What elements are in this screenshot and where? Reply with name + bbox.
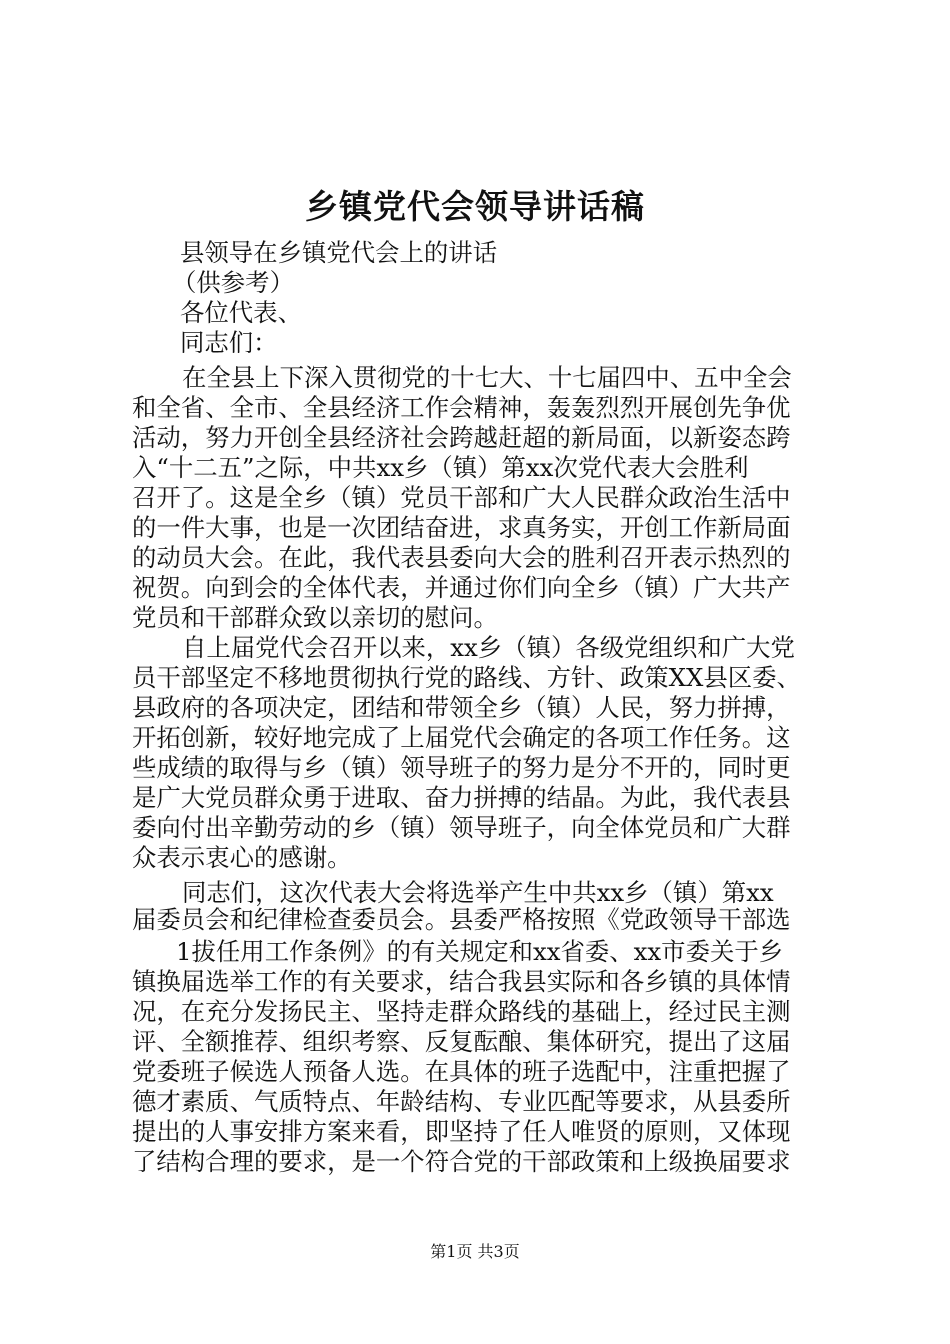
text-line: 委向付出辛勤劳动的乡（镇）领导班子，向全体党员和广大群: [132, 813, 791, 842]
document-title: 乡镇党代会领导讲话稿: [305, 187, 645, 226]
text-line: 党员和干部群众致以亲切的慰问。: [132, 603, 498, 632]
text-line: 德才素质、气质特点、年龄结构、专业匹配等要求，从县委所: [132, 1087, 791, 1116]
text-line: （供参考）: [172, 268, 294, 297]
text-line: 些成绩的取得与乡（镇）领导班子的努力是分不开的，同时更: [132, 753, 791, 782]
text-line: 县领导在乡镇党代会上的讲话: [180, 238, 498, 267]
text-line: 众表示衷心的感谢。: [132, 843, 352, 872]
text-line: 提出的人事安排方案来看，即坚持了任人唯贤的原则，又体现: [132, 1117, 791, 1146]
text-line: 员干部坚定不移地贯彻执行党的路线、方针、政策XX县区委、: [132, 663, 801, 692]
text-line: 在全县上下深入贯彻党的十七大、十七届四中、五中全会: [182, 363, 792, 392]
text-line: 各位代表、: [180, 298, 302, 327]
text-line: 评、全额推荐、组织考察、反复酝酿、集体研究，提出了这届: [132, 1027, 791, 1056]
text-line: 自上届党代会召开以来，xx乡（镇）各级党组织和广大党: [182, 633, 795, 662]
text-line: 同志们：: [180, 328, 278, 357]
text-line: 开拓创新，较好地完成了上届党代会确定的各项工作任务。这: [132, 723, 791, 752]
page-number: 第1页 共3页: [430, 1242, 520, 1261]
text-line: 届委员会和纪律检查委员会。县委严格按照《党政领导干部选: [132, 905, 791, 934]
text-line: 和全省、全市、全县经济工作会精神，轰轰烈烈开展创先争优: [132, 393, 791, 422]
text-line: 党委班子候选人预备人选。在具体的班子选配中，注重把握了: [132, 1057, 791, 1086]
text-line: 况，在充分发扬民主、坚持走群众路线的基础上，经过民主测: [132, 997, 791, 1026]
text-line: 是广大党员群众勇于进取、奋力拼搏的结晶。为此，我代表县: [132, 783, 791, 812]
text-line: 的动员大会。在此，我代表县委向大会的胜利召开表示热烈的: [132, 543, 791, 572]
text-line: 的一件大事，也是一次团结奋进，求真务实，开创工作新局面: [132, 513, 791, 542]
text-line: 镇换届选举工作的有关要求，结合我县实际和各乡镇的具体情: [132, 967, 791, 996]
text-line: 召开了。这是全乡（镇）党员干部和广大人民群众政治生活中: [132, 483, 791, 512]
text-line: 祝贺。向到会的全体代表，并通过你们向全乡（镇）广大共产: [132, 573, 791, 602]
text-line: 1拔任用工作条例》的有关规定和xx省委、xx市委关于乡: [176, 937, 784, 966]
text-line: 了结构合理的要求，是一个符合党的干部政策和上级换届要求: [132, 1147, 791, 1176]
text-line: 县政府的各项决定，团结和带领全乡（镇）人民，努力拼搏，: [132, 693, 791, 722]
text-line: 同志们，这次代表大会将选举产生中共xx乡（镇）第xx: [182, 878, 774, 907]
text-line: 活动，努力开创全县经济社会跨越赶超的新局面，以新姿态跨: [132, 423, 791, 452]
text-line: 入“十二五”之际，中共xx乡（镇）第xx次党代表大会胜利: [132, 453, 749, 482]
